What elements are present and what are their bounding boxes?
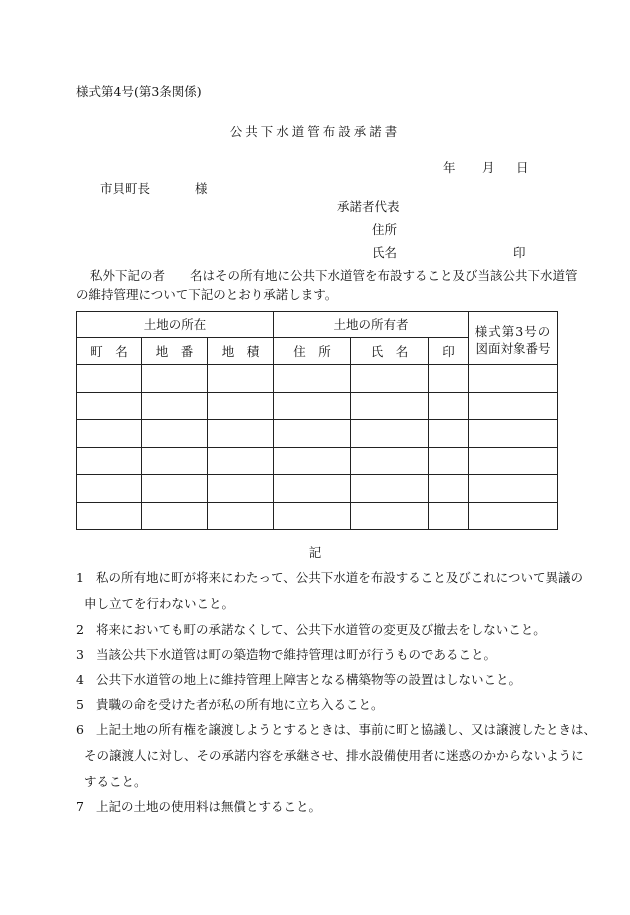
clause-text: 貴職の命を受けた者が私の所有地に立ち入ること。 bbox=[96, 697, 384, 712]
header-land-owner: 土地の所有者 bbox=[274, 312, 469, 338]
clause-3 bbox=[76, 647, 566, 662]
consenter-address-label: 住所 bbox=[372, 222, 398, 237]
table-row bbox=[77, 420, 558, 448]
table-cell bbox=[469, 502, 558, 530]
table-cell bbox=[429, 392, 469, 420]
table-cell bbox=[351, 392, 429, 420]
document-title: 公共下水道管布設承諾書 bbox=[229, 124, 401, 139]
clause-1-continuation: 申し立てを行わないこと。 bbox=[84, 596, 235, 611]
clause-number: 2 bbox=[76, 622, 84, 637]
clause-6-continuation-1: その譲渡人に対し、その承諾内容を承継させ、排水設備使用者に迷惑のかからないように bbox=[84, 748, 584, 763]
table-cell bbox=[351, 420, 429, 448]
table-cell bbox=[274, 420, 351, 448]
column-town-name: 町 名 bbox=[77, 338, 142, 365]
form-number-label: 様式第4号(第3条関係) bbox=[76, 84, 202, 99]
table-cell bbox=[77, 475, 142, 503]
table-cell bbox=[77, 392, 142, 420]
table-cell bbox=[429, 502, 469, 530]
consenter-seal-label: 印 bbox=[513, 245, 526, 260]
table-cell bbox=[469, 447, 558, 475]
table-cell bbox=[429, 447, 469, 475]
table-cell bbox=[429, 475, 469, 503]
table-row bbox=[77, 365, 558, 393]
clause-number: 7 bbox=[76, 799, 84, 814]
table-cell bbox=[208, 365, 274, 393]
clause-4 bbox=[76, 672, 566, 687]
table-cell bbox=[77, 420, 142, 448]
date-day: 日 bbox=[516, 160, 529, 175]
clause-2 bbox=[76, 622, 566, 637]
column-lot-number: 地 番 bbox=[142, 338, 208, 365]
table-cell bbox=[274, 502, 351, 530]
column-owner-name: 氏 名 bbox=[351, 338, 429, 365]
addressee-honorific: 様 bbox=[195, 181, 208, 196]
consenter-name-label: 氏名 bbox=[372, 245, 398, 260]
table-cell bbox=[429, 420, 469, 448]
table-cell bbox=[142, 447, 208, 475]
table-row bbox=[77, 392, 558, 420]
clause-number: 6 bbox=[76, 722, 84, 737]
table-cell bbox=[469, 392, 558, 420]
table-cell bbox=[208, 502, 274, 530]
table-cell bbox=[469, 420, 558, 448]
table-cell bbox=[77, 447, 142, 475]
ki-heading: 記 bbox=[308, 545, 322, 560]
clause-text: 上記の土地の使用料は無償とすること。 bbox=[96, 799, 322, 814]
clause-number: 5 bbox=[76, 697, 84, 712]
table-cell bbox=[469, 365, 558, 393]
table-body bbox=[77, 365, 558, 530]
intro-line-2: の維持管理について下記のとおり承諾します。 bbox=[76, 287, 338, 302]
header-drawing-reference bbox=[469, 312, 558, 365]
table-cell bbox=[142, 502, 208, 530]
table-cell bbox=[429, 365, 469, 393]
table-cell bbox=[142, 475, 208, 503]
column-owner-address: 住 所 bbox=[274, 338, 351, 365]
land-owner-table bbox=[76, 311, 558, 530]
addressee-name: 市貝町長 bbox=[100, 181, 151, 196]
table-cell bbox=[142, 420, 208, 448]
header-drawing-reference-line1: 様式第3号の bbox=[474, 324, 552, 339]
clause-6-continuation-2: すること。 bbox=[84, 774, 147, 789]
table-cell bbox=[77, 365, 142, 393]
table-cell bbox=[274, 392, 351, 420]
header-drawing-reference-line2: 図面対象番号 bbox=[475, 340, 551, 356]
table-cell bbox=[351, 475, 429, 503]
date-month: 月 bbox=[482, 160, 495, 175]
clause-1 bbox=[76, 570, 584, 585]
clause-text: 公共下水道管の地上に維持管理上障害となる構築物等の設置はしないこと。 bbox=[96, 672, 522, 687]
clause-number: 4 bbox=[76, 672, 84, 687]
clause-6 bbox=[76, 722, 597, 737]
date-year: 年 bbox=[443, 160, 456, 175]
table-cell bbox=[142, 365, 208, 393]
table-cell bbox=[208, 420, 274, 448]
table-cell bbox=[469, 475, 558, 503]
table-cell bbox=[208, 447, 274, 475]
consenter-representative-label: 承諾者代表 bbox=[337, 199, 400, 214]
table-row bbox=[77, 502, 558, 530]
table-cell bbox=[351, 365, 429, 393]
clause-number: 1 bbox=[76, 570, 84, 585]
column-owner-seal: 印 bbox=[429, 338, 469, 365]
clause-5 bbox=[76, 697, 566, 712]
table-cell bbox=[142, 392, 208, 420]
header-land-location: 土地の所在 bbox=[77, 312, 274, 338]
clause-text: 私の所有地に町が将来にわたって、公共下水道を布設すること及びこれについて異議の bbox=[96, 570, 584, 585]
clause-number: 3 bbox=[76, 647, 84, 662]
table-cell bbox=[208, 392, 274, 420]
column-land-area: 地 積 bbox=[208, 338, 274, 365]
clause-text: 当該公共下水道管は町の築造物で維持管理は町が行うものであること。 bbox=[96, 647, 497, 662]
clause-text: 上記土地の所有権を譲渡しようとするときは、事前に町と協議し、又は譲渡したときは、 bbox=[96, 722, 597, 737]
table-cell bbox=[274, 475, 351, 503]
table-cell bbox=[77, 502, 142, 530]
table-cell bbox=[208, 475, 274, 503]
table-cell bbox=[274, 365, 351, 393]
table-cell bbox=[351, 502, 429, 530]
table-row bbox=[77, 447, 558, 475]
table-row bbox=[77, 475, 558, 503]
clause-7 bbox=[76, 799, 566, 814]
table-cell bbox=[274, 447, 351, 475]
table-cell bbox=[351, 447, 429, 475]
intro-line-1: 私外下記の者 名はその所有地に公共下水道管を布設すること及び当該公共下水道管 bbox=[90, 268, 578, 283]
clause-text: 将来においても町の承諾なくして、公共下水道管の変更及び撤去をしないこと。 bbox=[96, 622, 546, 637]
